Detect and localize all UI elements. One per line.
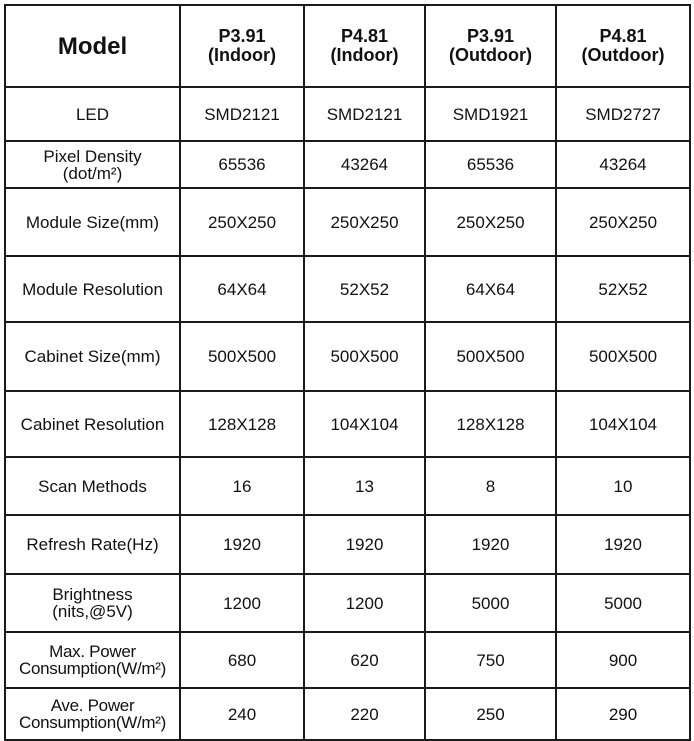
row-label-ave-power — [5, 688, 180, 740]
table-row — [5, 515, 690, 574]
column-header-p481-outdoor — [556, 5, 690, 87]
column-header-env: (Indoor) — [208, 45, 276, 65]
table-cell: SMD2121 — [304, 87, 425, 141]
table-row — [5, 87, 690, 141]
table-row — [5, 391, 690, 457]
row-label-max-power — [5, 632, 180, 688]
table-cell: SMD2121 — [180, 87, 304, 141]
row-label-refresh-rate: Refresh Rate(Hz) — [5, 515, 180, 574]
header-row — [5, 5, 690, 87]
column-header-pitch: P3.91 — [218, 26, 266, 46]
table-cell: 250 — [425, 688, 556, 740]
table-cell: 43264 — [556, 141, 690, 188]
table-cell: 250X250 — [425, 188, 556, 256]
table-cell: 750 — [425, 632, 556, 688]
table-row — [5, 188, 690, 256]
table-cell: SMD2727 — [556, 87, 690, 141]
table-cell: 8 — [425, 457, 556, 515]
column-header-pitch: P4.81 — [599, 26, 647, 46]
table-cell: 65536 — [425, 141, 556, 188]
table-cell: 500X500 — [425, 322, 556, 391]
table-cell: 52X52 — [304, 256, 425, 322]
table-row — [5, 457, 690, 515]
table-cell: 250X250 — [180, 188, 304, 256]
column-header-pitch: P4.81 — [340, 26, 389, 46]
table-cell: 128X128 — [180, 391, 304, 457]
spec-table — [4, 4, 691, 741]
model-header: Model — [5, 5, 180, 87]
table-cell: 900 — [556, 632, 690, 688]
table-cell: 13 — [304, 457, 425, 515]
row-label-line: Brightness — [52, 585, 133, 604]
table-row — [5, 632, 690, 688]
table-cell: 240 — [180, 688, 304, 740]
column-header-p391-indoor — [180, 5, 304, 87]
row-label-brightness — [5, 574, 180, 632]
column-header-p391-outdoor — [425, 5, 556, 87]
table-row — [5, 256, 690, 322]
row-label-line: Pixel Density — [43, 146, 142, 166]
table-row — [5, 141, 690, 188]
table-cell: 5000 — [556, 574, 690, 632]
table-cell: 5000 — [425, 574, 556, 632]
column-header-env: (Indoor) — [330, 45, 399, 65]
table-cell: 104X104 — [304, 391, 425, 457]
row-label-line: Consumption(W/m²) — [19, 713, 166, 732]
row-label-line: Ave. Power — [50, 696, 135, 715]
row-label-cabinet-size: Cabinet Size(mm) — [5, 322, 180, 391]
table-cell: 10 — [556, 457, 690, 515]
table-cell: 64X64 — [425, 256, 556, 322]
table-cell: 1920 — [556, 515, 690, 574]
row-label-module-resolution: Module Resolution — [5, 256, 180, 322]
table-cell: 65536 — [180, 141, 304, 188]
table-cell: 1200 — [304, 574, 425, 632]
table-cell: 1920 — [304, 515, 425, 574]
row-label-scan-methods: Scan Methods — [5, 457, 180, 515]
row-label-module-size: Module Size(mm) — [5, 188, 180, 256]
table-cell: 620 — [304, 632, 425, 688]
row-label-line: (nits,@5V) — [52, 602, 133, 621]
row-label-line: Max. Power — [49, 642, 136, 661]
table-cell: 52X52 — [556, 256, 690, 322]
row-label-line: (dot/m²) — [62, 163, 123, 183]
column-header-env: (Outdoor) — [449, 45, 532, 65]
table-cell: 16 — [180, 457, 304, 515]
table-cell: 250X250 — [556, 188, 690, 256]
table-cell: 1200 — [180, 574, 304, 632]
table-row — [5, 688, 690, 740]
table-cell: 500X500 — [180, 322, 304, 391]
column-header-p481-indoor — [304, 5, 425, 87]
table-cell: 680 — [180, 632, 304, 688]
table-cell: 290 — [556, 688, 690, 740]
table-cell: 250X250 — [304, 188, 425, 256]
table-cell: 500X500 — [556, 322, 690, 391]
table-cell: SMD1921 — [425, 87, 556, 141]
table-cell: 500X500 — [304, 322, 425, 391]
table-cell: 1920 — [180, 515, 304, 574]
row-label-led: LED — [5, 87, 180, 141]
table-cell: 220 — [304, 688, 425, 740]
table-cell: 64X64 — [180, 256, 304, 322]
row-label-line: Consumption(W/m²) — [19, 659, 166, 678]
table-row — [5, 322, 690, 391]
table-cell: 1920 — [425, 515, 556, 574]
column-header-env: (Outdoor) — [581, 45, 665, 65]
table-cell: 104X104 — [556, 391, 690, 457]
row-label-cabinet-resolution: Cabinet Resolution — [5, 391, 180, 457]
table-cell: 128X128 — [425, 391, 556, 457]
table-row — [5, 574, 690, 632]
row-label-pixel-density — [5, 141, 180, 188]
table-cell: 43264 — [304, 141, 425, 188]
column-header-pitch: P3.91 — [466, 26, 515, 46]
